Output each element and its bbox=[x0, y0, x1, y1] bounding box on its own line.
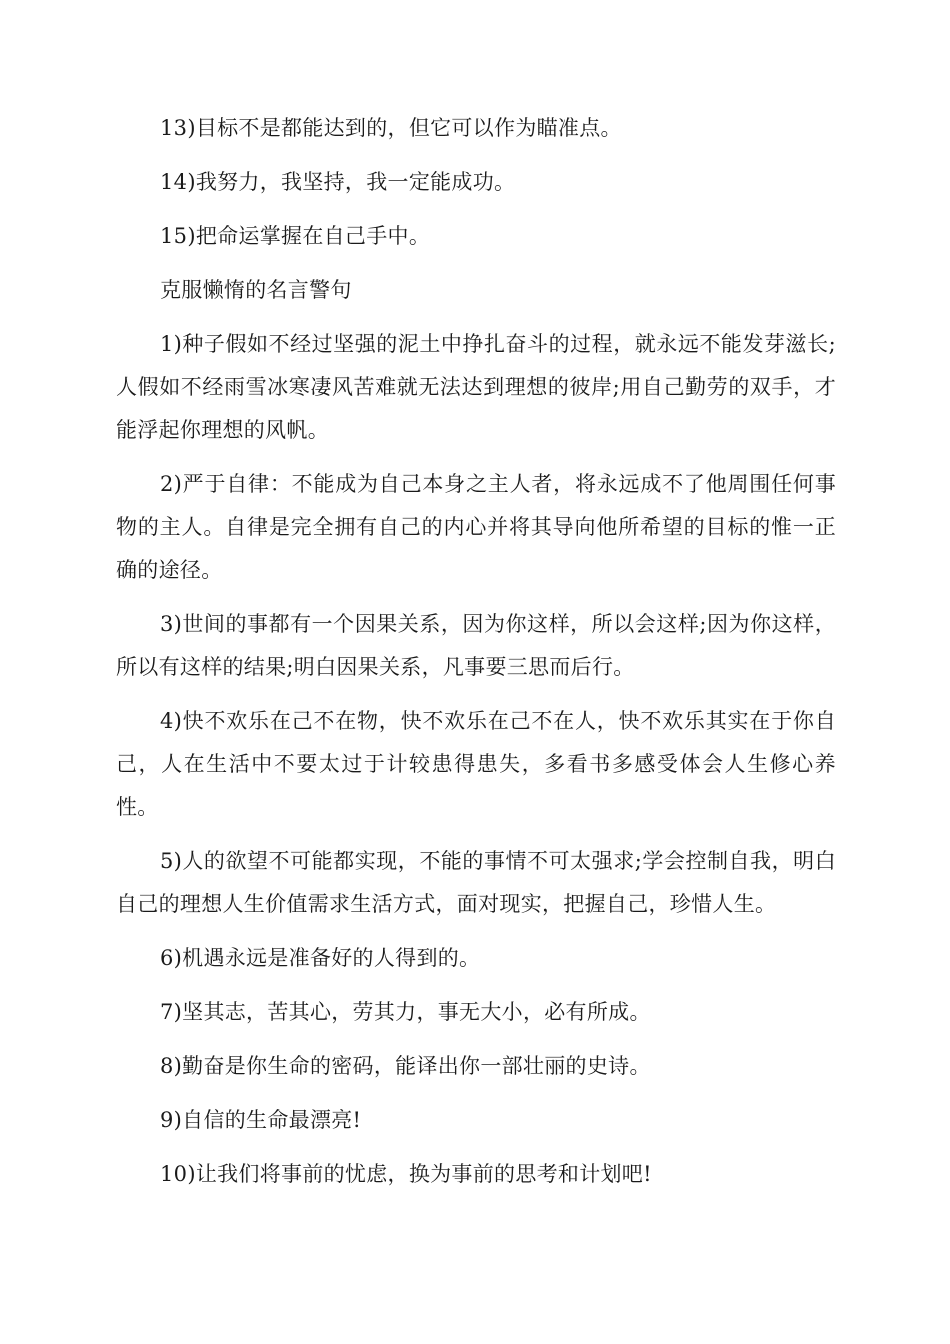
quote-14: 14)我努力，我坚持，我一定能成功。 bbox=[160, 170, 516, 194]
quote-10: 10)让我们将事前的忧虑，换为事前的思考和计划吧! bbox=[160, 1162, 652, 1186]
quote-9: 9)自信的生命最漂亮! bbox=[160, 1108, 362, 1132]
quote-8: 8)勤奋是你生命的密码，能译出你一部壮丽的史诗。 bbox=[160, 1054, 651, 1078]
section-heading: 克服懒惰的名言警句 bbox=[160, 278, 352, 302]
quote-6: 6)机遇永远是准备好的人得到的。 bbox=[160, 946, 481, 970]
document-body bbox=[116, 107, 836, 1207]
quote-15: 15)把命运掌握在自己手中。 bbox=[160, 224, 431, 248]
quote-7: 7)坚其志，苦其心，劳其力，事无大小，必有所成。 bbox=[160, 1000, 651, 1024]
quote-4: 4)快不欢乐在己不在物，快不欢乐在己不在人，快不欢乐其实在于你自己，人在生活中不要太过于计较患得患失，多看书多感受体会人生修心养性。 bbox=[116, 709, 836, 819]
quote-13: 13)目标不是都能达到的，但它可以作为瞄准点。 bbox=[160, 116, 622, 140]
quote-1: 1)种子假如不经过坚强的泥土中挣扎奋斗的过程，就永远不能发芽滋长;人假如不经雨雪冰寒凄风苦难就无法达到理想的彼岸;用自己勤劳的双手，才能浮起你理想的风帆。 bbox=[116, 332, 836, 442]
quote-5: 5)人的欲望不可能都实现，不能的事情不可太强求;学会控制自我，明白自己的理想人生价值需求生活方式，面对现实，把握自己，珍惜人生。 bbox=[116, 849, 836, 916]
quote-2: 2)严于自律：不能成为自己本身之主人者，将永远成不了他周围任何事物的主人。自律是完全拥有自己的内心并将其导向他所希望的目标的惟一正确的途径。 bbox=[116, 472, 836, 582]
quote-3: 3)世间的事都有一个因果关系，因为你这样，所以会这样;因为你这样，所以有这样的结果;明白因果关系，凡事要三思而后行。 bbox=[116, 612, 836, 679]
